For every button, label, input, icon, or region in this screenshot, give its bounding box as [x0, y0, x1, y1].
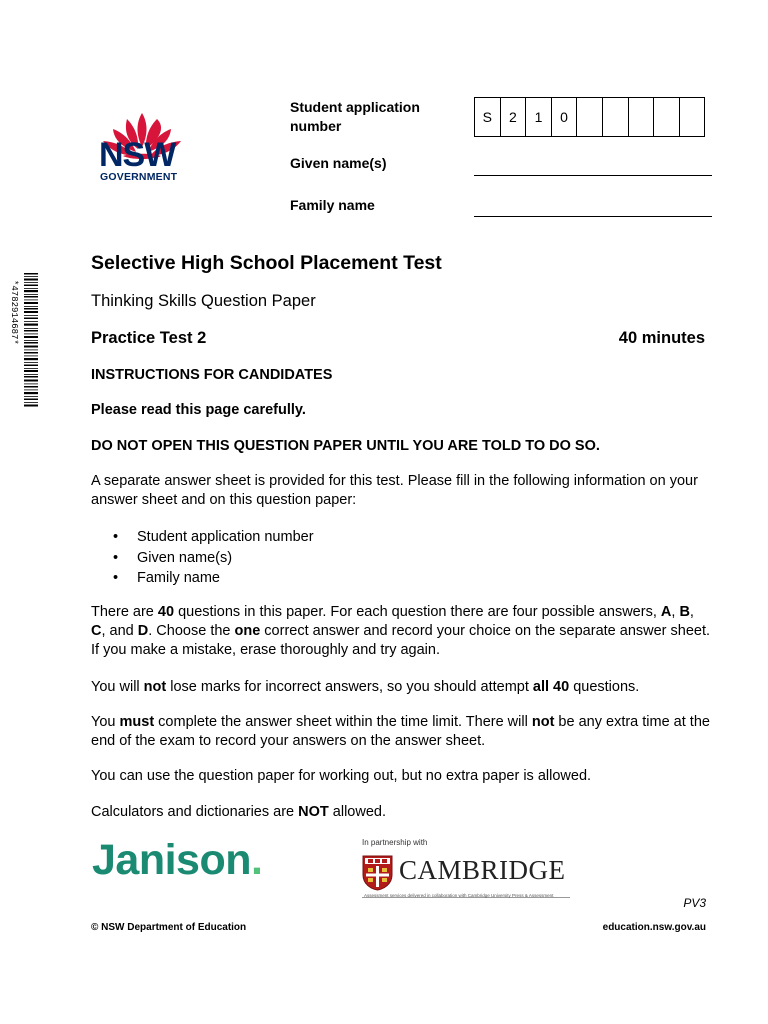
application-digit-box[interactable]: [680, 98, 706, 136]
answer-sheet-paragraph: A separate answer sheet is provided for this test. Please fill in the following information on your answer sheet and on this question paper:: [91, 473, 698, 508]
family-name-field[interactable]: [474, 216, 712, 217]
marks-paragraph: [91, 678, 711, 697]
janison-wordmark: Janison: [92, 836, 251, 884]
partnership-label: In partnership with: [362, 838, 428, 847]
barcode-number: *4782914687*: [9, 280, 19, 345]
given-name-label: Given name(s): [290, 155, 387, 171]
text-run: Calculators and dictionaries are: [91, 804, 299, 820]
application-digit-box[interactable]: 1: [526, 98, 552, 136]
family-name-label: Family name: [290, 197, 375, 213]
text-run: ,: [671, 604, 680, 620]
text-run: , and: [101, 623, 138, 639]
janison-logo: [92, 836, 262, 885]
list-item-text: Family name: [137, 570, 220, 586]
text-run: questions in this paper. For each question there are four possible answers,: [174, 604, 661, 620]
cambridge-crest-icon: [362, 855, 393, 891]
bold-run: one: [234, 623, 261, 639]
text-run: complete the answer sheet within the time limit. There will: [154, 714, 532, 730]
bold-run: not: [531, 714, 555, 730]
copyright-notice: © NSW Department of Education: [91, 922, 247, 933]
application-digit-box[interactable]: 0: [552, 98, 578, 136]
list-item: [113, 527, 314, 548]
test-title: Selective High School Placement Test: [91, 252, 442, 274]
bold-run: all 40: [532, 679, 570, 695]
application-number-boxes[interactable]: [474, 97, 705, 137]
bold-run: A: [660, 604, 672, 620]
questions-paragraph: [91, 603, 711, 660]
text-run: allowed.: [328, 804, 386, 820]
cambridge-tagline: Assessment services delivered in collaboration with Cambridge University Press & Assessment: [364, 893, 554, 898]
text-run: be any extra time at the end of the exam to record your answers on the answer sheet.: [91, 714, 710, 749]
text-run: . Choose the: [148, 623, 235, 639]
bold-run: B: [679, 604, 690, 620]
text-run: correct answer and record your choice on the separate answer sheet. If you make a mistake, erase thoroughly and try again.: [91, 623, 711, 658]
application-digit-box[interactable]: S: [475, 98, 501, 136]
text-run: You: [91, 714, 120, 730]
list-item-text: Student application number: [137, 529, 314, 545]
paper-version: PV3: [683, 896, 706, 910]
time-limit-paragraph: [91, 713, 711, 751]
test-duration: 40 minutes: [618, 329, 705, 347]
text-run: You will: [91, 679, 144, 695]
application-digit-box[interactable]: [603, 98, 629, 136]
list-item-text: Given name(s): [137, 549, 233, 566]
list-item: [113, 548, 314, 569]
practice-test-label: Practice Test 2: [91, 329, 207, 347]
bullet-icon: •: [113, 570, 119, 586]
text-run: ,: [689, 604, 694, 620]
website-link[interactable]: education.nsw.gov.au: [602, 922, 706, 933]
paper-subtitle: Thinking Skills Question Paper: [91, 292, 316, 310]
barcode: [24, 273, 38, 408]
text-run: lose marks for incorrect answers, so you should attempt: [166, 679, 533, 695]
application-digit-box[interactable]: 2: [501, 98, 527, 136]
nsw-wordmark: NSW: [99, 136, 176, 174]
application-digit-box[interactable]: [629, 98, 655, 136]
application-number-label: Student application number: [290, 99, 420, 134]
given-name-field[interactable]: [474, 175, 712, 176]
bullet-icon: •: [113, 529, 119, 545]
bullet-icon: •: [113, 549, 119, 566]
calculators-paragraph: [91, 803, 711, 822]
application-digit-box[interactable]: [654, 98, 680, 136]
bold-run: 40: [157, 604, 175, 620]
required-info-list: [113, 527, 314, 589]
cambridge-wordmark: CAMBRIDGE: [399, 855, 566, 885]
bold-run: C: [91, 623, 102, 639]
do-not-open-notice: DO NOT OPEN THIS QUESTION PAPER UNTIL YOU ARE TOLD TO DO SO.: [91, 438, 600, 454]
bold-run: must: [119, 714, 155, 730]
text-run: There are: [91, 604, 158, 620]
bold-run: NOT: [298, 804, 329, 820]
janison-dot: .: [251, 836, 263, 884]
bold-run: D: [137, 623, 149, 639]
application-digit-box[interactable]: [577, 98, 603, 136]
read-carefully-notice: Please read this page carefully.: [91, 402, 306, 418]
instructions-heading: INSTRUCTIONS FOR CANDIDATES: [91, 367, 333, 383]
working-out-paragraph: You can use the question paper for working out, but no extra paper is allowed.: [91, 768, 592, 784]
list-item: [113, 568, 314, 589]
text-run: questions.: [569, 679, 640, 695]
bold-run: not: [143, 679, 167, 695]
government-wordmark: GOVERNMENT: [100, 171, 178, 183]
